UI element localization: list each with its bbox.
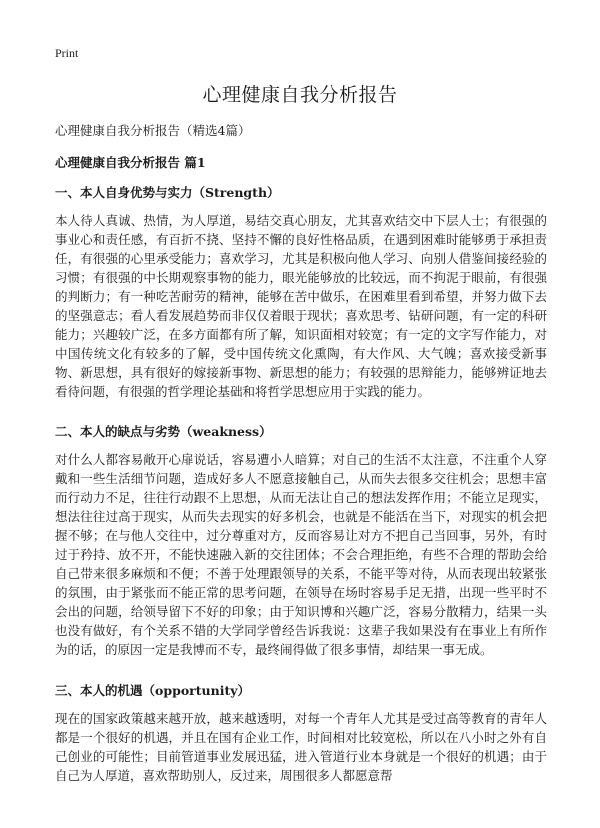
section-body-weakness: 对什么人都容易敞开心扉说话，容易遭小人暗算；对自己的生活不太注意，不注重个人穿戴和一些生活细节问题，造成好多人不愿意接触自己，从而失去很多交往机会；思想丰富而行动力不足，往往行动跟不上思想，从而无法让自己的想法发挥作用；不能立足现实，想法往往过高于现实，从而失去现实的好多机会，也就是不能活在当下，对现实的机会把握不够；在与他人交往中，过分尊重对方，反而容易让对方不把自己当回事，另外，有时过于矜持、放不开，不能快速融入新的交往团体；不会合理拒绝，有些不合理的帮助会给自己带来很多麻烦和不便；不善于处理跟领导的关系，不能平等对待，从而表现出较紧张的氛围，由于紧张而不能正常的思考问题，在领导在场时容易手足无措，出现一些平时不会出的问题，给领导留下不好的印象；由于知识博和兴趣广泛，容易分散精力，结果一头也没有做好，有个关系不错的大学同学曾经告诉我说：这辈子我如果没有在事业上有所作为的话，的原因一定是我博而不专，最终闹得做了很多事情，却结果一事无成。 — [55, 452, 547, 657]
section-heading-opportunity: 三、本人的机遇（opportunity） — [55, 683, 250, 698]
article-heading: 心理健康自我分析报告 篇1 — [55, 155, 206, 170]
document-subtitle: 心理健康自我分析报告（精选4篇） — [55, 123, 251, 138]
section-body-strength: 本人待人真诚、热情，为人厚道，易结交真心朋友，尤其喜欢结交中下层人士；有很强的事业心和责任感，有百折不挠、坚持不懈的良好性格品质，在遇到困难时能够勇于承担责任，有很强的心里承受能力；喜欢学习，尤其是积极向他人学习、向别人借鉴间接经验的习惯；有很强的中长期观察事物的能力，眼光能够放的比较远，而不拘泥于眼前，有很强的判断力；有一种吃苦耐劳的精神，能够在苦中做乐，在困难里看到希望，并努力做下去的坚强意志；看人看发展趋势而非仅仅着眼于现状；喜欢思考、钻研问题，有一定的科研能力；兴趣较广泛，在多方面都有所了解，知识面相对较宽；有一定的文字写作能力，对中国传统文化有较多的了解，受中国传统文化熏陶，有大作风、大气魄；喜欢接受新事物、新思想，具有很好的嫁接新事物、新思想的能力；有较强的思辩能力，能够辨证地去看待问题，有很强的哲学理论基础和将哲学思想应用于实践的能力。 — [55, 213, 547, 399]
section-body-opportunity: 现在的国家政策越来越开放，越来越透明，对每一个青年人尤其是受过高等教育的青年人都是一个很好的机遇，并且在国有企业工作，时间相对比较宽松，所以在八小时之外有自己创业的可能性；目前管道事业发展迅猛，进入管道行业本身就是一个很好的机遇；由于自己为人厚道，喜欢帮助别人，反过来，周围很多人都愿意帮 — [55, 711, 547, 783]
document-title: 心理健康自我分析报告 — [202, 84, 398, 106]
print-label[interactable]: Print — [55, 46, 79, 60]
section-heading-weakness: 二、本人的缺点与劣势（weakness） — [55, 424, 272, 439]
section-heading-strength: 一、本人自身优势与实力（Strength） — [55, 185, 280, 200]
